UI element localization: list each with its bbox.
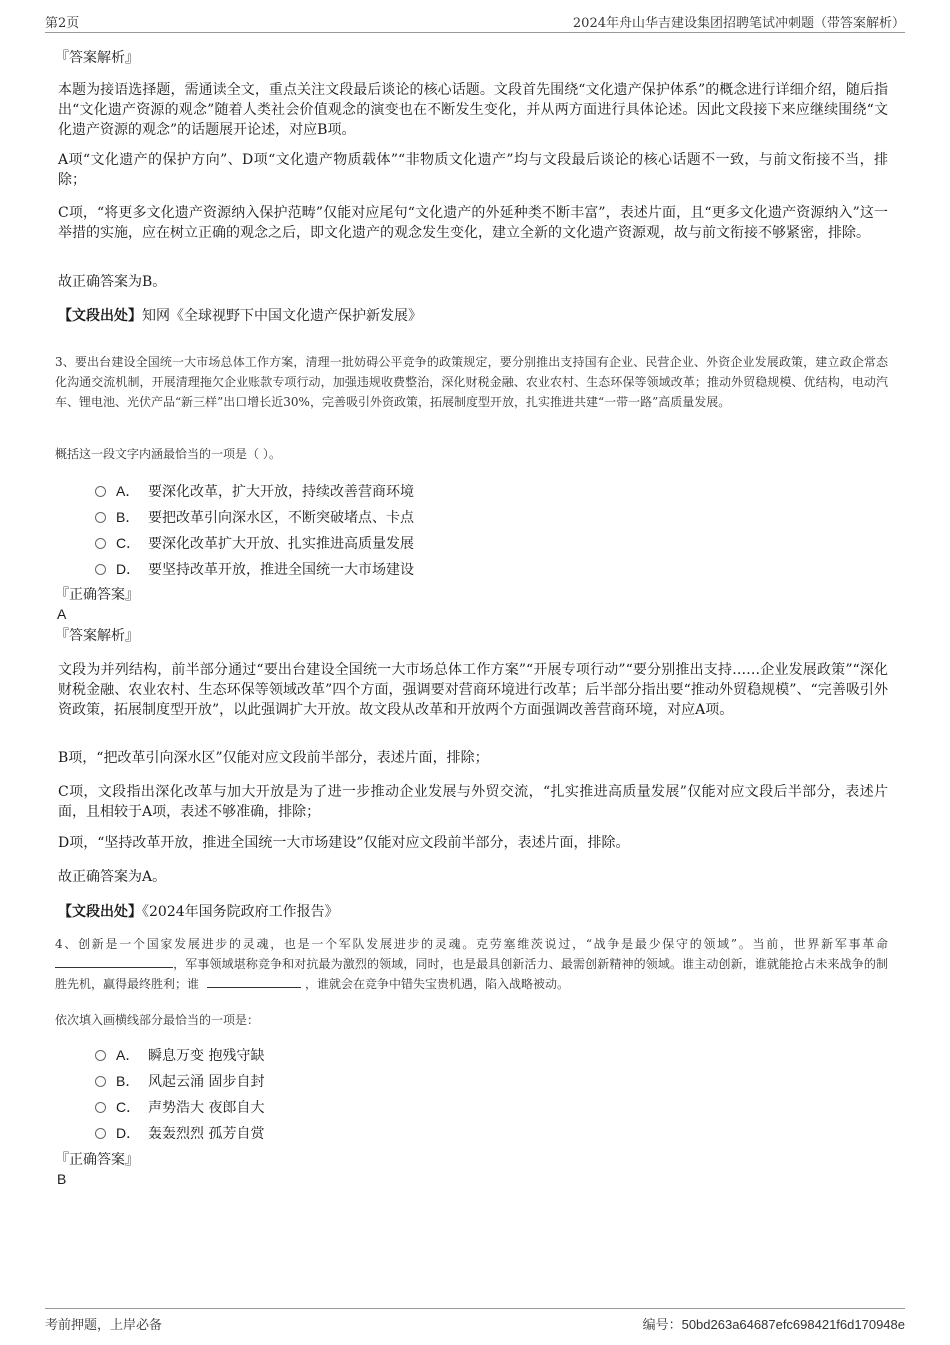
radio-icon[interactable] (95, 1102, 106, 1113)
fill-blank-1 (55, 955, 173, 968)
q3-question: 概括这一段文字内涵最恰当的一项是（ ）。 (55, 447, 281, 461)
q2-source (58, 306, 888, 326)
q3-answer: A (57, 606, 67, 622)
q4-answer: B (57, 1171, 67, 1187)
q3-answer-label: 『正确答案』 (55, 587, 139, 603)
radio-icon[interactable] (95, 512, 106, 523)
q2-analysis-label: 『答案解析』 (55, 50, 139, 66)
q2-source-text: 知网《全球视野下中国文化遗产保护新发展》 (142, 308, 422, 324)
q4-option-a[interactable]: A． 瞬息万变 抱残守缺 (95, 1045, 264, 1066)
q3-analysis-p4: D项，“坚持改革开放，推进全国统一大市场建设”仅能对应文段前半部分，表述片面，排除。 (58, 835, 630, 851)
radio-icon[interactable] (95, 1128, 106, 1139)
q3-analysis-p3: C项，文段指出深化改革与加大开放是为了进一步推动企业发展与外贸交流，“扎实推进高质量发展”仅能对应文段后半部分，表述片面，且相较于A项，表述不够准确，排除； (58, 784, 888, 820)
footer-slogan: 考前押题，上岸必备 (45, 1318, 163, 1333)
q3-source-label: 【文段出处】 (58, 904, 142, 920)
q4-option-d[interactable]: D． 轰轰烈烈 孤芳自赏 (95, 1123, 264, 1144)
page-number: 第2页 (45, 16, 80, 31)
q4-answer-label: 『正确答案』 (55, 1152, 139, 1168)
radio-icon[interactable] (95, 1076, 106, 1087)
q2-answer-statement: 故正确答案为B。 (58, 274, 167, 290)
radio-icon[interactable] (95, 486, 106, 497)
q3-option-b[interactable]: B． 要把改革引向深水区，不断突破堵点、卡点 (95, 507, 414, 528)
q3-source (58, 902, 888, 922)
radio-icon[interactable] (95, 538, 106, 549)
q2-analysis-p3: C项，“将更多文化遗产资源纳入保护范畴”仅能对应尾句“文化遗产的外延种类不断丰富”，表述片面，且“更多文化遗产资源纳入”这一举措的实施，应在树立正确的观念之后，即文化遗产的观念发生变化，建立全新的文化遗产资源观，故与前文衔接不够紧密，排除。 (58, 205, 888, 241)
q4-option-c[interactable]: C． 声势浩大 夜郎自大 (95, 1097, 264, 1118)
radio-icon[interactable] (95, 564, 106, 575)
page-footer (45, 1308, 905, 1333)
q2-analysis-p2: A项“文化遗产的保护方向”、D项“文化遗产物质载体”“非物质文化遗产”均与文段最后谈论的核心话题不一致，与前文衔接不当，排除； (58, 152, 888, 188)
code-value: 50bd263a64687efc698421f6d170948e (681, 1317, 905, 1332)
q3-analysis-label: 『答案解析』 (55, 628, 139, 644)
page-header (45, 10, 905, 33)
q3-stem: 3、要出台建设全国统一大市场总体工作方案，清理一批妨碍公平竞争的政策规定，要分别推出支持国有企业、民营企业、外资企业发展政策，建立政企常态化沟通交流机制，开展清理拖欠企业账款专项行动，加强违规收费整治，深化财税金融、农业农村、生态环保等领域改革；推动外贸稳规模、优结构，电动汽车、锂电池、光伏产品“新三样”出口增长近30%，完善吸引外资政策，拓展制度型开放，扎实推进共建“一带一路”高质量发展。 (55, 355, 888, 409)
q3-option-c[interactable]: C． 要深化改革扩大开放、扎实推进高质量发展 (95, 533, 414, 554)
q3-analysis-p1: 文段为并列结构，前半部分通过“要出台建设全国统一大市场总体工作方案”“开展专项行动”“要分别推出支持……企业发展政策”“深化财税金融、农业农村、生态环保等领域改革”四个方面，强调要对营商环境进行改革；后半部分指出要“推动外贸稳规模”、“完善吸引外资政策，拓展制度型开放”，以此强调扩大开放。故文段从改革和开放两个方面强调改善营商环境，对应A项。 (58, 662, 888, 718)
fill-blank-2 (207, 975, 301, 988)
q3-analysis-p2: B项，“把改革引向深水区”仅能对应文段前半部分，表述片面，排除； (58, 750, 489, 766)
q4-option-b[interactable]: B． 风起云涌 固步自封 (95, 1071, 264, 1092)
q3-answer-statement: 故正确答案为A。 (58, 869, 167, 885)
q3-source-text: 《2024年国务院政府工作报告》 (142, 904, 339, 920)
q2-source-label: 【文段出处】 (58, 308, 142, 324)
q4-stem: 4、创新是一个国家发展进步的灵魂，也是一个军队发展进步的灵魂。克劳塞维茨说过，“战争是最少保守的领域”。当前，世界新军事革命，军事领域堪称竞争和对抗最为激烈的领域，同时，也是最具创新活力、最需创新精神的领域。谁主动创新，谁就能抢占未来战争的制胜先机，赢得最终胜利；谁 ，谁就会在竞争中错失宝贵机遇，陷入战略被动。 (55, 937, 888, 991)
q3-option-a[interactable]: A． 要深化改革，扩大开放，持续改善营商环境 (95, 481, 414, 502)
radio-icon[interactable] (95, 1050, 106, 1061)
q3-option-d[interactable]: D． 要坚持改革开放，推进全国统一大市场建设 (95, 559, 414, 580)
code-label: 编号： (642, 1317, 682, 1332)
footer-code (643, 1314, 905, 1333)
q2-analysis-p1: 本题为接语选择题，需通读全文，重点关注文段最后谈论的核心话题。文段首先围绕“文化遗产保护体系”的概念进行详细介绍，随后指出“文化遗产资源的观念”随着人类社会价值观念的演变也在不断发生变化，并从两方面进行具体论述。因此文段接下来应继续围绕“文化遗产资源的观念”的话题展开论述，对应B项。 (58, 82, 888, 138)
q4-question: 依次填入画横线部分最恰当的一项是： (55, 1013, 260, 1027)
document-title: 2024年舟山华吉建设集团招聘笔试冲刺题（带答案解析） (572, 16, 905, 31)
